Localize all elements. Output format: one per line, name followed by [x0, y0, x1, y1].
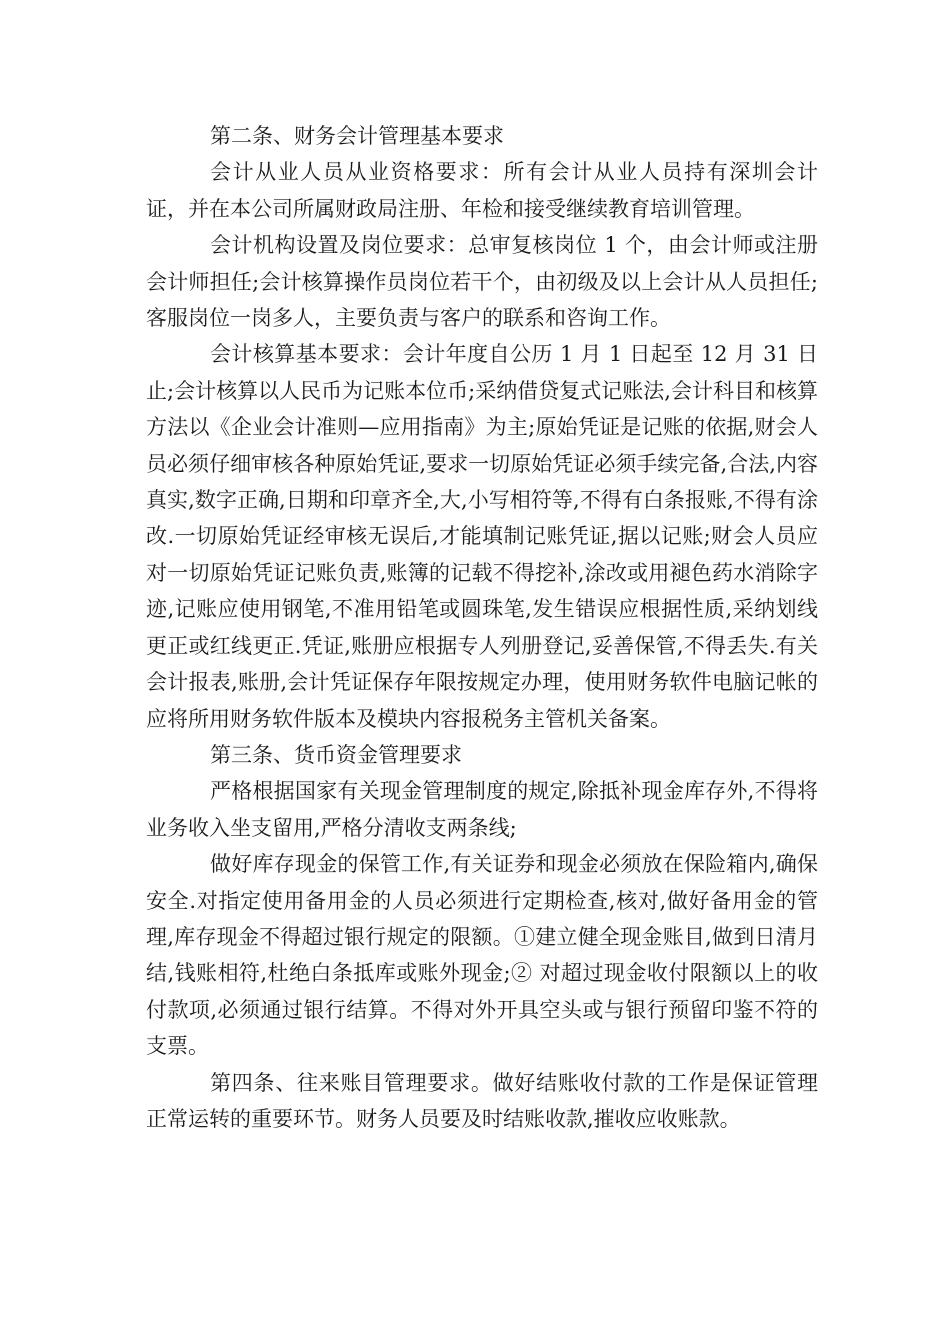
section-heading-article-2: 第二条、财务会计管理基本要求: [210, 124, 504, 148]
section-heading-article-3: 第三条、货币资金管理要求: [210, 742, 462, 767]
paragraph-cash-rules: 严格根据国家有关现金管理制度的规定,除抵补现金库存外,不得将业务收入坐支留用,严格分清收支两条线;: [146, 779, 818, 840]
paragraph-cash-custody: 做好库存现金的保管工作,有关证券和现金必须放在保险箱内,确保安全.对指定使用备用金的人员必须进行定期检查,核对,做好备用金的管理,库存现金不得超过银行规定的限额。①建立健全现金账目,做到日清月结,钱账相符,杜绝白条抵库或账外现金;② 对超过现金收付限额以上的收付款项,必须通过银行结算。不得对外开具空头或与银行预留印鉴不符的支票。: [146, 852, 818, 1059]
paragraph-accounting-basics: 会计核算基本要求：会计年度自公历 1 月 1 日起至 12 月 31 日止;会计核算以人民币为记账本位币;采纳借贷复式记账法,会计科目和核算方法以《企业会计准则—应用指南》为主;原始凭证是记账的依据,财会人员必须仔细审核各种原始凭证,要求一切原始凭证必须手续完备,合法,内容真实,数字正确,日期和印章齐全,大,小写相符等,不得有白条报账,不得有涂改.一切原始凭证经审核无误后,才能填制记账凭证,据以记账;财会人员应对一切原始凭证记账负责,账簿的记载不得挖补,涂改或用褪色药水消除字迹,记账应使用钢笔,不准用铅笔或圆珠笔,发生错误应根据性质,采纳划线更正或红线更正.凭证,账册应根据专人列册登记,妥善保管,不得丢失.有关会计报表,账册,会计凭证保存年限按规定办理，使用财务软件电脑记帐的应将所用财务软件版本及模块内容报税务主管机关备案。: [146, 342, 818, 731]
paragraph-positions: 会计机构设置及岗位要求：总审复核岗位 1 个，由会计师或注册会计师担任;会计核算操作员岗位若干个，由初级及以上会计从人员担任;客服岗位一岗多人，主要负责与客户的联系和咨询工作。: [146, 233, 818, 331]
paragraph-article-4: 第四条、往来账目管理要求。做好结账收付款的工作是保证管理正常运转的重要环节。财务人员要及时结账收款,摧收应收账款。: [146, 1070, 818, 1131]
paragraph-qualification: 会计从业人员从业资格要求：所有会计从业人员持有深圳会计证，并在本公司所属财政局注册、年检和接受继续教育培训管理。: [146, 160, 818, 221]
document-page: [146, 118, 818, 1137]
